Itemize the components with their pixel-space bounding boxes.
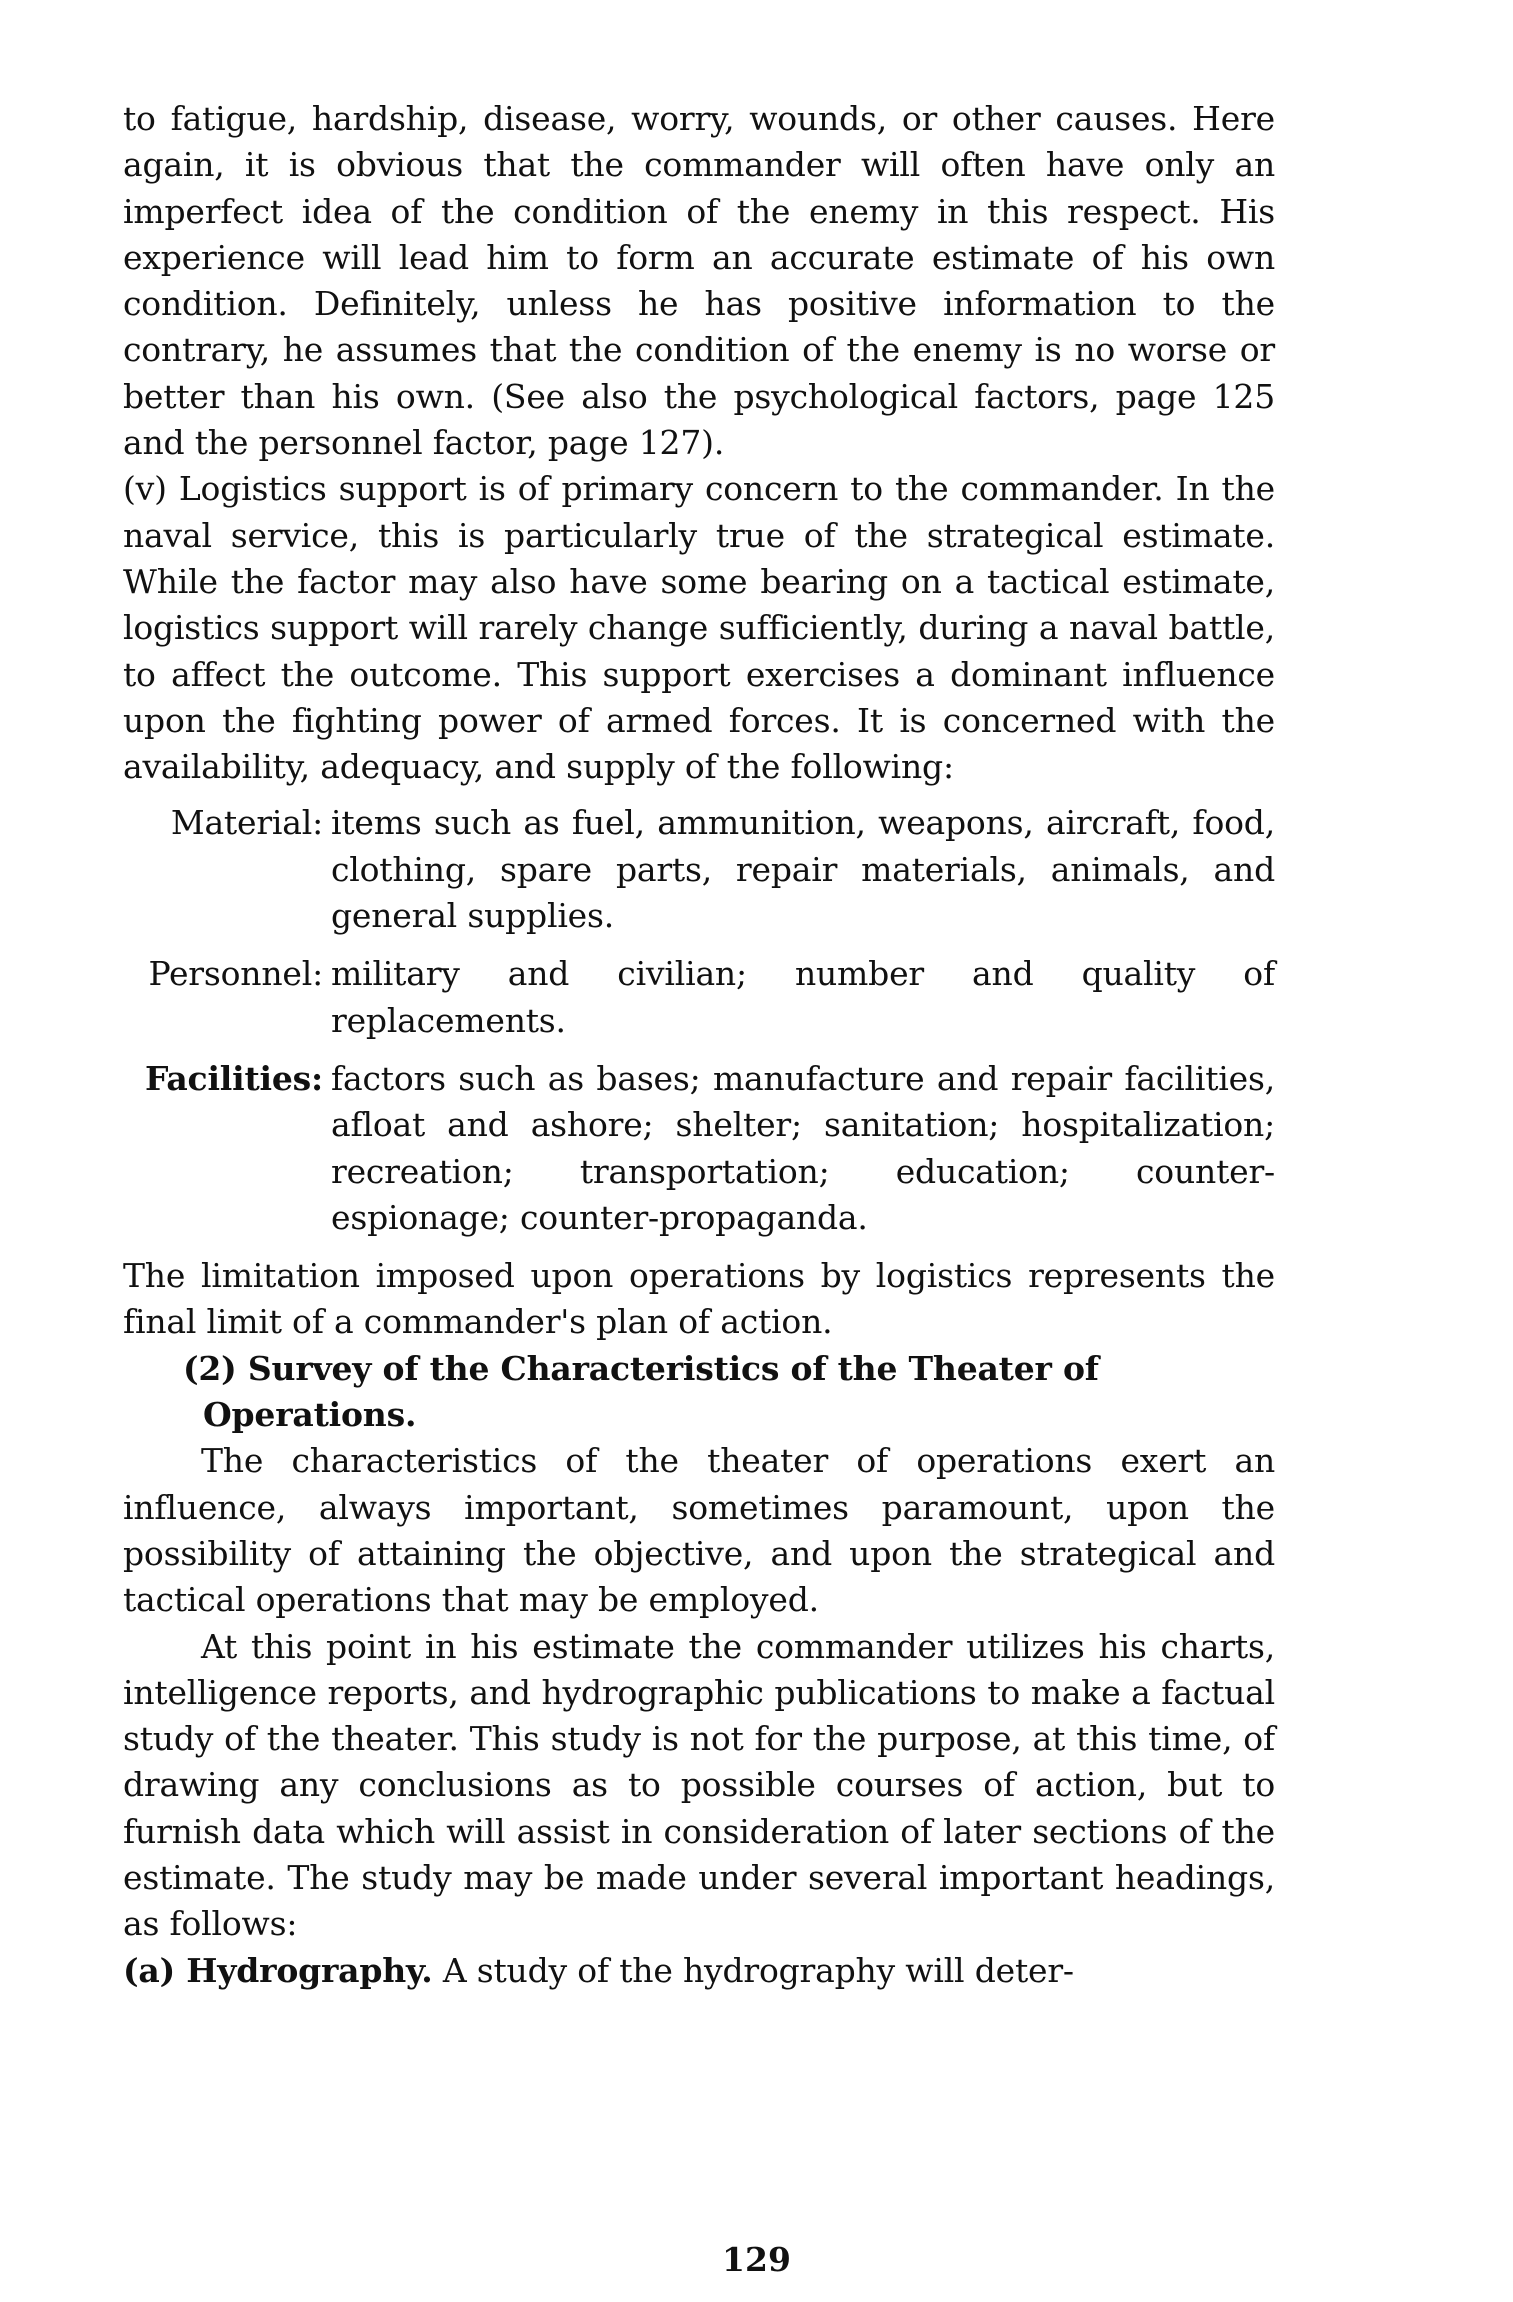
definition-term: Personnel: bbox=[148, 954, 323, 994]
definition-term: Material: bbox=[170, 803, 323, 843]
definition-personnel bbox=[123, 951, 1275, 1044]
section-heading bbox=[123, 1346, 1275, 1439]
page-body bbox=[123, 96, 1275, 1994]
section-number: (2) bbox=[183, 1348, 237, 1388]
section-title-line1: Survey of the Characteristics of the Theater of bbox=[247, 1348, 1099, 1388]
page-number: 129 bbox=[722, 2240, 791, 2279]
definition-text: factors such as bases; manufacture and repair facilities, afloat and ashore; shelter; sanitation; hospitalization; recreation; transportation; education; counter-espionage; counter-propaganda. bbox=[331, 1058, 1275, 1237]
paragraph-limitation: The limitation imposed upon operations by logistics represents the final limit of a commander's plan of action. bbox=[123, 1256, 1275, 1342]
paragraph-logistics: (v) Logistics support is of primary concern to the commander. In the naval service, this is particularly true of the strategical estimate. While the factor may also have some bearing on a tactical estimate, logistics support will rarely change sufficiently, during a naval battle, to affect the outcome. This support exercises a dominant influence upon the fighting power of armed forces. It is concerned with the availability, adequacy, and supply of the following: bbox=[123, 469, 1275, 787]
logistics-definition-list bbox=[123, 800, 1275, 1241]
definition-text: items such as fuel, ammunition, weapons, aircraft, food, clothing, spare parts, repair materials, animals, and general supplies. bbox=[331, 803, 1275, 936]
section-title-line2: Operations. bbox=[203, 1395, 417, 1435]
paragraph-condition: to fatigue, hardship, disease, worry, wounds, or other causes. Here again, it is obvious that the commander will often have only an imperfect idea of the condition of the enemy in this respect. His experience will lead him to form an accurate estimate of his own condition. Definitely, unless he has positive information to the contrary, he assumes that the condition of the enemy is no worse or better than his own. (See also the psychological factors, page 125 and the personnel factor, page 127). bbox=[123, 99, 1275, 463]
subheading-text: A study of the hydrography will deter- bbox=[442, 1950, 1074, 1990]
paragraph-study: At this point in his estimate the commander utilizes his charts, intelligence reports, and hydrographic publications to make a factual study of the theater. This study is not for the purpose, at this time, of drawing any conclusions as to possible courses of action, but to furnish data which will assist in consideration of later sections of the estimate. The study may be made under several important headings, as follows: bbox=[123, 1626, 1275, 1944]
definition-text: military and civilian; number and quality of replacements. bbox=[331, 954, 1275, 1040]
definition-facilities bbox=[123, 1056, 1275, 1241]
paragraph-characteristics: The characteristics of the theater of operations exert an influence, always important, sometimes paramount, upon the possibility of attaining the objective, and upon the strategical and tactical operations that may be employed. bbox=[123, 1441, 1275, 1620]
subheading-label: (a) Hydrography. bbox=[123, 1950, 433, 1990]
definition-term: Facilities: bbox=[144, 1058, 323, 1098]
subheading-hydrography bbox=[123, 1948, 1275, 1994]
definition-material bbox=[123, 800, 1275, 939]
